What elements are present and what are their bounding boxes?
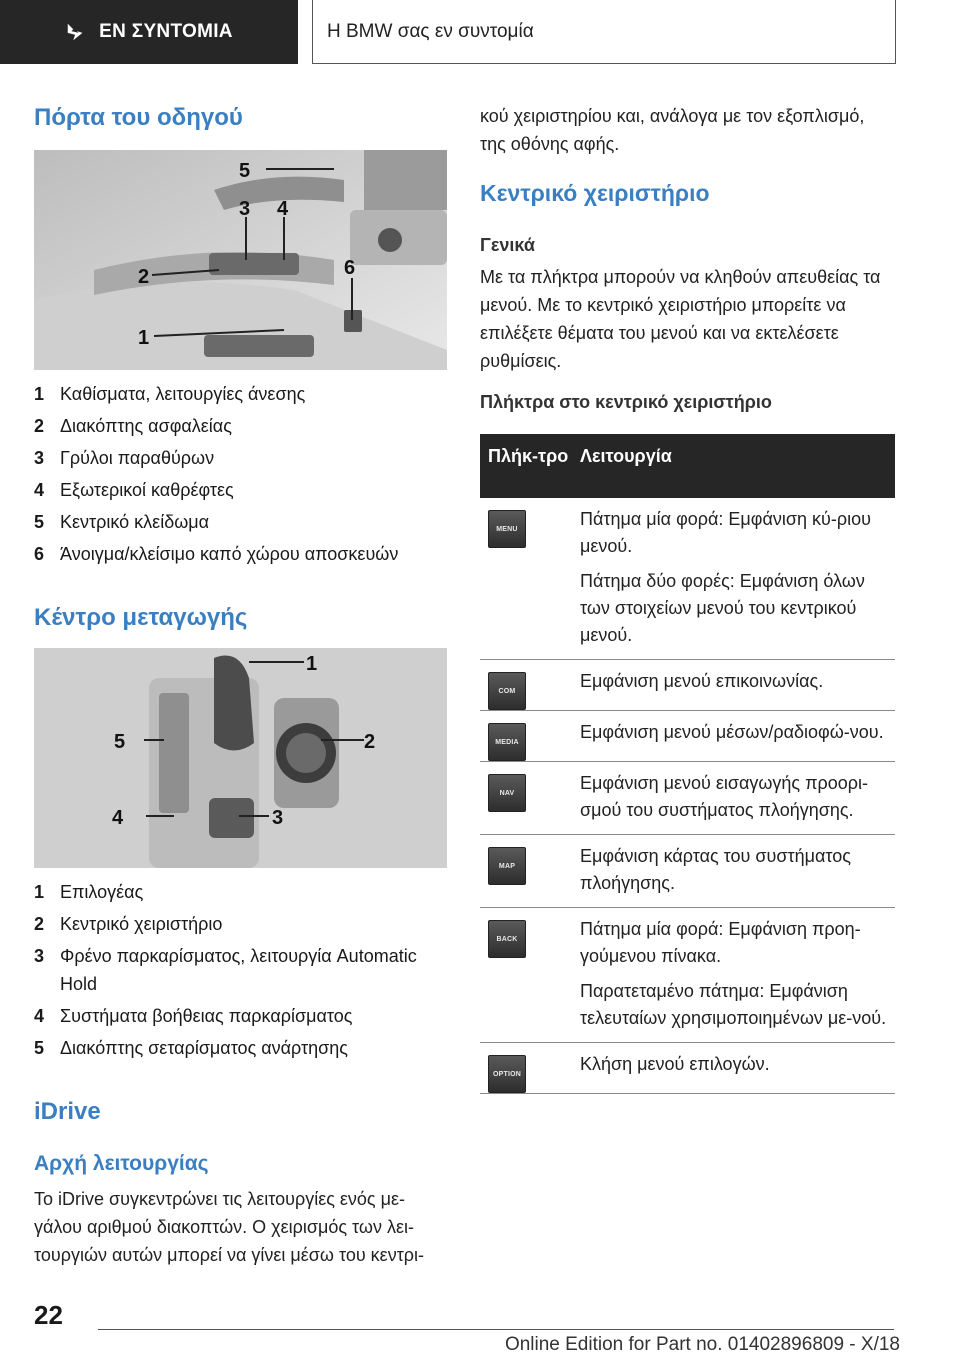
console-callout-3: 3: [272, 807, 284, 829]
table-row: [480, 908, 895, 1043]
function-description: Εμφάνιση μενού εισαγωγής προορι-σμού του συστήματος πλοήγησης.: [580, 773, 869, 820]
door-item-text: Κεντρικό κλείδωμα: [60, 512, 210, 532]
chapter-title: [312, 0, 896, 64]
console-item: [34, 878, 447, 906]
chapter-title-text: Η BMW σας εν συντομία: [327, 20, 534, 42]
door-callout-3: 3: [239, 198, 251, 220]
function-description: Κλήση μενού επιλογών.: [580, 1054, 770, 1074]
general-heading: Γενικά: [480, 235, 535, 255]
door-item-text: Καθίσματα, λειτουργίες άνεσης: [60, 384, 306, 404]
door-item-number: 1: [34, 384, 45, 404]
door-callout-5: 5: [239, 160, 251, 182]
door-item: [34, 540, 447, 568]
console-item-number: 5: [34, 1038, 45, 1058]
console-legend: [34, 878, 447, 1066]
idrive-heading: iDrive: [34, 1098, 101, 1125]
edition-note: Online Edition for Part no. 01402896809 - X/18: [504, 1334, 900, 1355]
table-row: [480, 1043, 895, 1094]
section-tab[interactable]: [0, 0, 298, 64]
door-item-text: Εξωτερικοί καθρέφτες: [60, 480, 234, 500]
function-description: Πάτημα δύο φορές: Εμφάνιση όλων των στοιχείων μενού του κεντρικού μενού.: [580, 571, 865, 645]
col-function-header: Λειτουργία: [580, 446, 672, 466]
console-item: [34, 1002, 447, 1030]
console-item-number: 1: [34, 882, 45, 902]
console-item-number: 2: [34, 914, 45, 934]
flash-arrow-icon: [65, 21, 87, 43]
key-menu-button-icon: MENU: [488, 510, 526, 548]
door-callout-1: 1: [138, 327, 150, 349]
door-callout-2: 2: [138, 266, 150, 288]
console-item-text: Κεντρικό χειριστήριο: [60, 914, 223, 934]
door-item: [34, 476, 447, 504]
idrive-text-right: κού χειριστηρίου και, ανάλογα με τον εξοπλισμό, της οθόνης αφής.: [480, 106, 865, 154]
table-row: [480, 498, 895, 660]
key-back-button-icon: BACK: [488, 920, 526, 958]
table-row: [480, 835, 895, 908]
col-key-header: Πλήκ-τρο: [488, 446, 569, 466]
function-description: Εμφάνιση μενού μέσων/ραδιοφώ-νου.: [580, 722, 884, 742]
console-callout-1: 1: [306, 653, 318, 675]
console-item: [34, 942, 447, 998]
console-callout-5: 5: [114, 731, 126, 753]
controller-heading: Κεντρικό χειριστήριο: [480, 180, 710, 206]
door-callout-4: 4: [277, 198, 289, 220]
table-row: [480, 711, 895, 762]
console-item-text: Συστήματα βοήθειας παρκαρίσματος: [60, 1006, 353, 1026]
table-header: [480, 434, 895, 498]
console-item-text: Φρένο παρκαρίσματος, λειτουργία Automatic Hold: [60, 946, 417, 994]
door-item: [34, 508, 447, 536]
door-item-number: 2: [34, 416, 45, 436]
key-nav-button-icon: NAV: [488, 774, 526, 812]
door-item-number: 4: [34, 480, 45, 500]
table-row: [480, 762, 895, 835]
buttons-heading: Πλήκτρα στο κεντρικό χειριστήριο: [480, 392, 772, 412]
console-item: [34, 1034, 447, 1062]
console-item-text: Επιλογέας: [60, 882, 144, 902]
idrive-sub-heading: Αρχή λειτουργίας: [34, 1152, 209, 1175]
door-item: [34, 444, 447, 472]
door-callout-6: 6: [344, 257, 356, 279]
idrive-text-left: Το iDrive συγκεντρώνει τις λειτουργίες ενός με-γάλου αριθμού διακοπτών. Ο χειρισμός των λει-τουργιών αυτών μπορεί να γίνει μέσω του κεντρι-: [34, 1189, 425, 1265]
console-item-number: 3: [34, 946, 45, 966]
function-description: Παρατεταμένο πάτημα: Εμφάνιση τελευταίων χρησιμοποιημένων με-νού.: [580, 981, 887, 1028]
general-text: Με τα πλήκτρα μπορούν να κληθούν απευθείας τα μενού. Με το κεντρικό χειριστήριο μπορείτε να επιλέξετε θέματα του μενού και να εκτελέσετε ρυθμίσεις.: [480, 267, 881, 371]
key-com-button-icon: COM: [488, 672, 526, 710]
function-description: Πάτημα μία φορά: Εμφάνιση προη-γούμενου πίνακα.: [580, 919, 861, 966]
door-legend: [34, 380, 447, 572]
key-media-button-icon: MEDIA: [488, 723, 526, 761]
section-tab-label: ΕΝ ΣΥΝΤΟΜΙΑ: [99, 21, 233, 42]
door-item-text: Διακόπτης ασφαλείας: [60, 416, 232, 436]
function-description: Πάτημα μία φορά: Εμφάνιση κύ-ριου μενού.: [580, 509, 871, 556]
key-option-button-icon: OPTION: [488, 1055, 526, 1093]
door-item-text: Άνοιγμα/κλείσιμο καπό χώρου αποσκευών: [60, 544, 399, 564]
footer-divider: [98, 1329, 894, 1330]
table-row: [480, 660, 895, 711]
door-item-number: 5: [34, 512, 45, 532]
door-panel-image: [34, 150, 447, 370]
buttons-table: [480, 434, 895, 1094]
page-number: 22: [34, 1300, 63, 1330]
center-console-image: [34, 648, 447, 868]
console-heading: Κέντρο μεταγωγής: [34, 604, 248, 631]
console-item: [34, 910, 447, 938]
function-description: Εμφάνιση κάρτας του συστήματος πλοήγησης.: [580, 846, 851, 893]
console-item-text: Διακόπτης σεταρίσματος ανάρτησης: [60, 1038, 348, 1058]
door-item-text: Γρύλοι παραθύρων: [60, 448, 215, 468]
door-heading: Πόρτα του οδηγού: [34, 104, 243, 131]
door-item-number: 3: [34, 448, 45, 468]
console-callout-2: 2: [364, 731, 376, 753]
console-item-number: 4: [34, 1006, 45, 1026]
console-callout-4: 4: [112, 807, 124, 829]
key-map-button-icon: MAP: [488, 847, 526, 885]
door-item: [34, 380, 447, 408]
function-description: Εμφάνιση μενού επικοινωνίας.: [580, 671, 824, 691]
door-item: [34, 412, 447, 440]
door-item-number: 6: [34, 544, 45, 564]
